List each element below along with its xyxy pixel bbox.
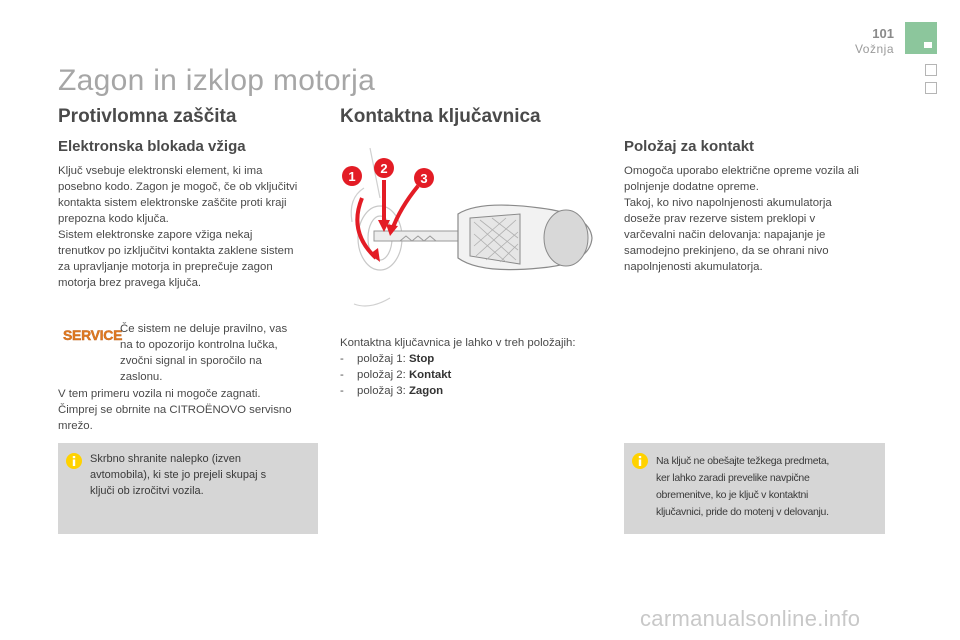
service-badge-label: SERVICE: [63, 327, 123, 343]
position-marker-2-label: 2: [380, 161, 388, 176]
chapter-tab-marker: [924, 42, 932, 48]
service-network-text: V tem primeru vozila ni mogoče zagnati. Čimprej se obrnite na CITROËNOVO servisno mrežo.: [58, 388, 292, 432]
info-icon: [66, 453, 82, 469]
position-marker-3-label: 3: [420, 171, 428, 186]
note-box-key-weight: [624, 443, 885, 534]
subsection-title-immobilizer: Elektronska blokada vžiga: [58, 138, 246, 155]
info-icon: [632, 453, 648, 469]
page-number: 101: [872, 26, 894, 41]
position-marker-1-label: 1: [348, 169, 356, 184]
ignition-positions-list: [340, 351, 451, 399]
contact-position-description: Omogoča uporabo električne opreme vozila ali polnjenje dodatne opreme. Takoj, ko nivo napolnjenosti akumulatorja doseže prav rezerve sistem preklopi v varčevalni način delovanja: napajanje je samodejno prekinjeno, da se ohrani nivo napolnjenosti akumulatorja.: [624, 165, 859, 273]
note-key-weight-text: Na ključ ne obešajte težkega predmeta, ker lahko zaradi prevelike navpične obremenitve, ko je ključ v kontaktni ključavnici, pride do motenj v delovanju.: [656, 455, 830, 518]
service-badge-icon: [62, 323, 123, 345]
section-title-antitheft: Protivlomna zaščita: [58, 106, 237, 127]
immobilizer-description: Ključ vsebuje elektronski element, ki ima posebno kodo. Zagon je mogoč, če ob vključitvi kontakta sistem elektronske zaščite proti kraji prepozna kodo ključa. Sistem elektronske zapore vžiga nekaj trenutkov po izključitvi kontakta zaklene sistem za upravljanje motorja in preprečuje zagon motorja brez pravega ključa.: [58, 165, 298, 289]
ignition-positions-intro: Kontaktna ključavnica je lahko v treh položajih:: [340, 337, 576, 349]
ignition-position-2: - položaj 2: Kontakt: [340, 369, 452, 381]
ignition-position-3: - položaj 3: Zagon: [340, 385, 444, 397]
note-box-label-storage: [58, 443, 318, 534]
service-warning-text: Če sistem ne deluje pravilno, vas na to opozorijo kontrolna lučka, zvočni signal in sporočilo na zaslonu.: [120, 323, 288, 383]
ignition-key-illustration: [340, 138, 600, 318]
chapter-nav-box-1[interactable]: [925, 64, 937, 76]
watermark: carmanualsonline.info: [640, 606, 861, 631]
chapter-tab[interactable]: [905, 22, 937, 54]
chapter-nav-box-2[interactable]: [925, 82, 937, 94]
subsection-title-contact-position: Položaj za kontakt: [624, 138, 755, 155]
note-label-storage-text: Skrbno shranite nalepko (izven avtomobila), ki ste jo prejeli skupaj s ključi ob izročitvi vozila.: [90, 453, 267, 497]
ignition-position-1: - položaj 1: Stop: [340, 353, 435, 365]
section-title-ignition-switch: Kontaktna ključavnica: [340, 106, 541, 127]
page-title: Zagon in izklop motorja: [58, 64, 376, 97]
chapter-label: Vožnja: [854, 42, 894, 56]
